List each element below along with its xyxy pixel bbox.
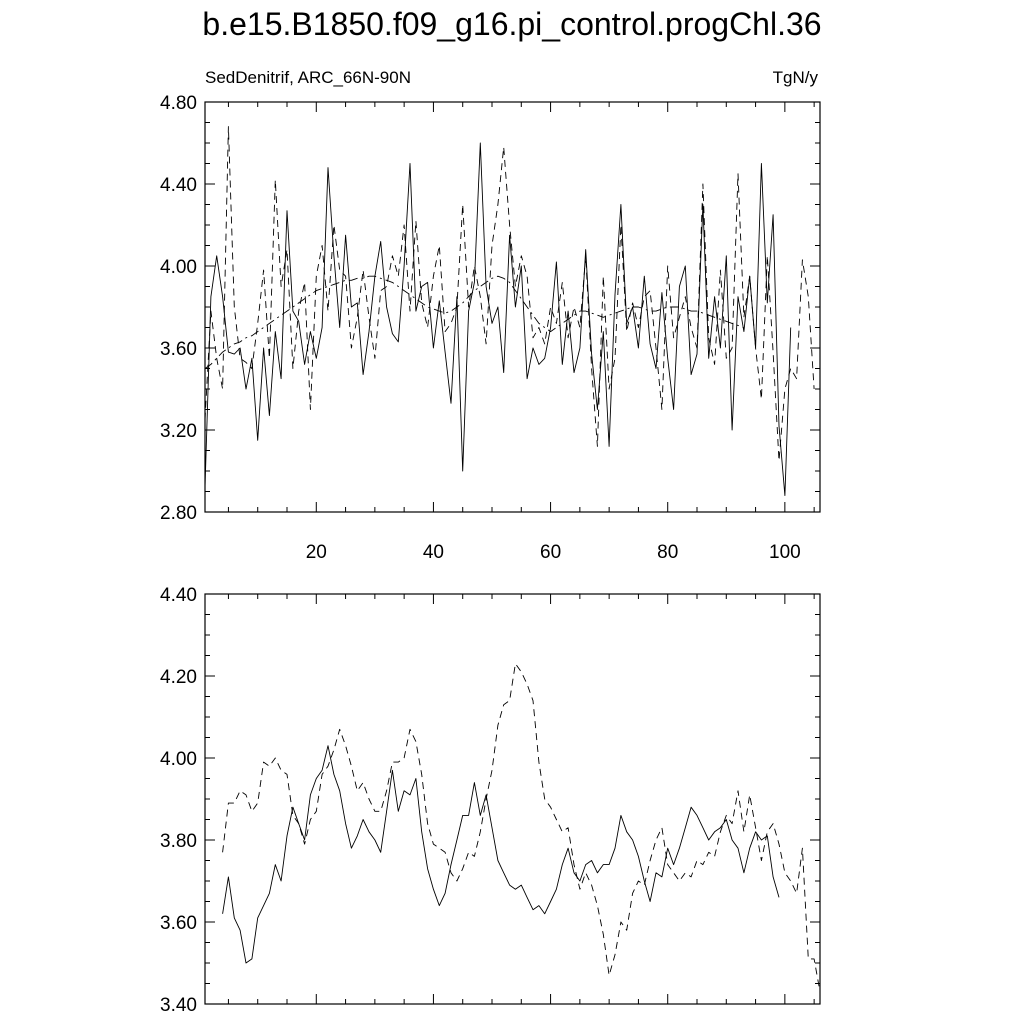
chart1-y-tick-label: 2.80 xyxy=(160,503,197,524)
chart1-y-tick-label: 4.80 xyxy=(160,93,197,114)
chart2-y-tick-label: 4.40 xyxy=(160,585,197,606)
chart1-y-tick-label: 3.20 xyxy=(160,421,197,442)
top-left-label: SedDenitrif, ARC_66N-90N xyxy=(205,68,411,87)
chart1-x-tick-label: 80 xyxy=(657,542,679,563)
chart2-plot-frame xyxy=(205,594,820,1004)
chart2-y-tick-label: 4.20 xyxy=(160,667,197,688)
chart2-series-dashed-line xyxy=(223,664,850,992)
chart1-y-tick-label: 4.00 xyxy=(160,257,197,278)
chart2-series-solid-line xyxy=(223,746,779,963)
top-units-label: TgN/y xyxy=(772,68,818,87)
chart1-series-dash-dot-line xyxy=(205,276,744,368)
chart2-y-tick-label: 3.80 xyxy=(160,831,197,852)
chart2-y-tick-label: 4.00 xyxy=(160,749,197,770)
chart2-y-tick-label: 3.40 xyxy=(160,995,197,1016)
bottom-panel xyxy=(160,585,849,1016)
chart1-x-tick-label: 60 xyxy=(540,542,562,563)
chart1-x-tick-label: 40 xyxy=(422,542,444,563)
chart-title: b.e15.B1850.f09_g16.pi_control.progChl.36 xyxy=(202,6,822,42)
chart1-x-tick-label: 100 xyxy=(769,542,801,563)
chart1-y-tick-label: 3.60 xyxy=(160,339,197,360)
top-panel xyxy=(160,68,820,563)
chart2-y-tick-label: 3.60 xyxy=(160,913,197,934)
chart1-y-tick-label: 4.40 xyxy=(160,175,197,196)
chart1-series-dashed-line xyxy=(205,127,814,461)
chart1-x-tick-label: 20 xyxy=(305,542,327,563)
